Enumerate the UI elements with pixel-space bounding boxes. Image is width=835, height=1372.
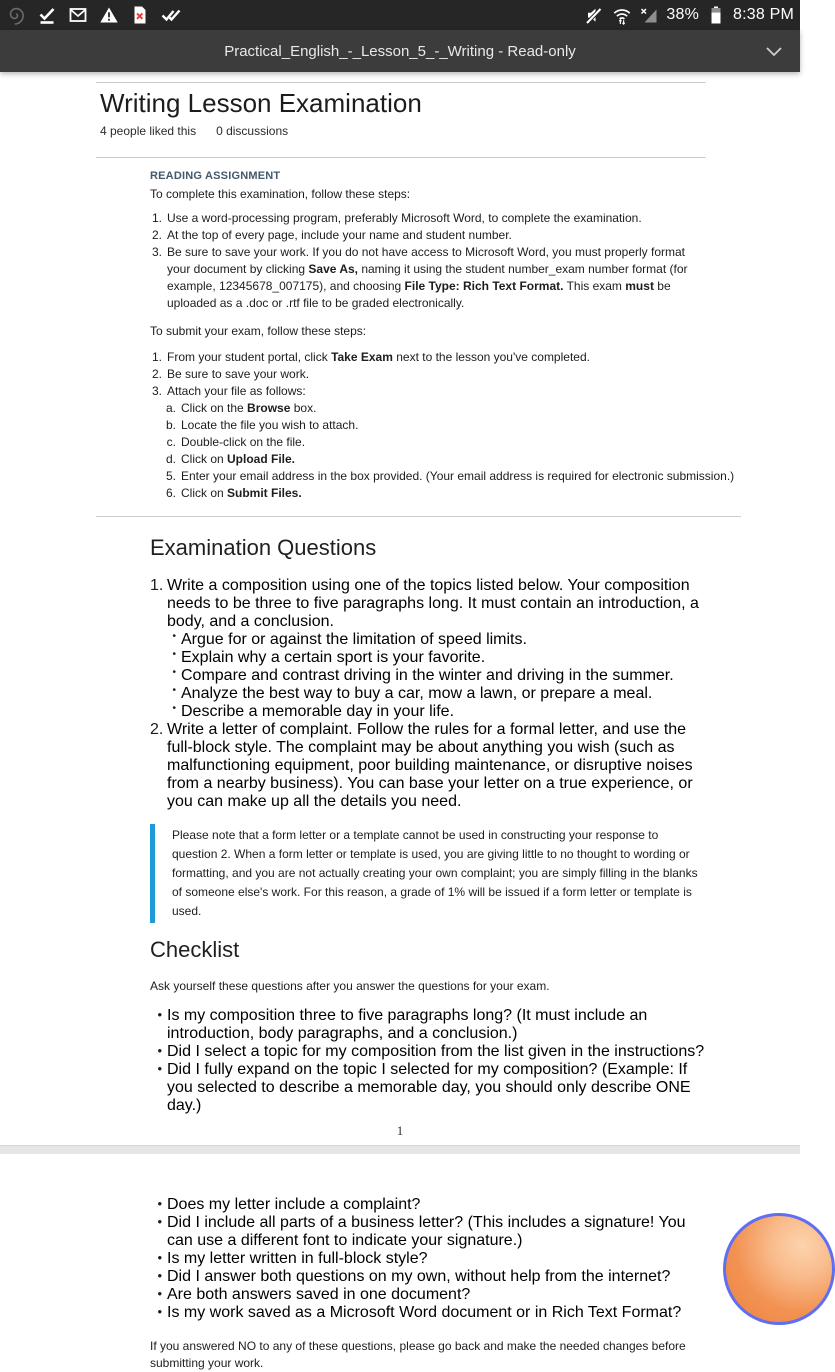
- list-item: [150, 400, 706, 417]
- list-item-text: Argue for or against the limitation of speed limits.: [181, 631, 527, 648]
- list-marker: 1.: [150, 577, 164, 594]
- page-title: Writing Lesson Examination: [100, 88, 422, 118]
- list-item: [150, 685, 706, 703]
- list-item: [150, 244, 706, 312]
- list-marker: •: [172, 685, 176, 696]
- list-item-text: Attach your file as follows:: [167, 384, 306, 398]
- list-item-text: Enter your email address in the box provided. (Your email address is required for electronic submission.): [181, 469, 735, 483]
- list-item: [150, 1061, 706, 1115]
- list-item-text: Click on Upload File.: [181, 452, 296, 466]
- cell-signal-x-icon: [639, 5, 659, 25]
- list-item-text: Click on the Browse box.: [181, 401, 317, 415]
- divider: [96, 516, 741, 517]
- list-marker: d.: [165, 452, 176, 466]
- checklist-intro: Ask yourself these questions after you answer the questions for your exam.: [150, 979, 550, 993]
- list-item: [150, 1286, 706, 1304]
- list-item-text: From your student portal, click Take Exam next to the lesson you've completed.: [167, 350, 590, 364]
- page-number: 1: [396, 1123, 404, 1138]
- list-item: [150, 383, 706, 400]
- closing-instruction: If you answered NO to any of these questions, please go back and make the needed changes before submitting your work.: [150, 1339, 686, 1370]
- list-item: [150, 1214, 706, 1250]
- list-marker: •: [157, 1043, 162, 1058]
- list-item-text: Use a word-processing program, preferably Microsoft Word, to complete the examination.: [167, 211, 642, 225]
- list-item-text: Be sure to save your work.: [167, 367, 310, 381]
- list-item: [150, 1250, 706, 1268]
- notification-icons: [6, 5, 181, 25]
- completion-steps: [150, 210, 706, 312]
- list-marker: •: [172, 649, 176, 660]
- discussions-count: 0 discussions: [216, 124, 289, 138]
- list-marker: 2.: [151, 367, 162, 381]
- list-marker: •: [157, 1214, 162, 1229]
- list-marker: c.: [166, 435, 176, 449]
- list-item-text: Is my work saved as a Microsoft Word document or in Rich Text Format?: [167, 1304, 682, 1321]
- list-marker: 1.: [151, 350, 162, 364]
- app-title-bar: [0, 30, 800, 72]
- list-item: [150, 468, 735, 485]
- list-item-text: Is my letter written in full-block style?: [167, 1250, 428, 1267]
- list-item: [150, 1268, 706, 1286]
- section-label: READING ASSIGNMENT: [150, 170, 281, 182]
- list-item-text: Compare and contrast driving in the winter and driving in the summer.: [181, 667, 674, 684]
- list-item: [150, 631, 706, 649]
- list-item-text: Write a composition using one of the topics listed below. Your composition needs to be three to five paragraphs long. It must contain an introduction, a body, and a conclusion.: [167, 577, 699, 630]
- list-item: [150, 417, 706, 434]
- list-item: [150, 703, 706, 721]
- spiral-icon: [6, 5, 26, 25]
- list-item: [150, 227, 706, 244]
- likes-count: 4 people liked this: [100, 124, 197, 138]
- list-marker: 3.: [151, 384, 162, 398]
- list-marker: •: [157, 1304, 162, 1319]
- status-bar: [0, 0, 800, 30]
- checklist-items: [150, 1007, 706, 1115]
- mute-icon: [585, 5, 605, 25]
- list-marker: •: [172, 703, 176, 714]
- submit-intro: To submit your exam, follow these steps:: [150, 324, 367, 338]
- list-item-text: Click on Submit Files.: [181, 486, 302, 500]
- list-item-text: Explain why a certain sport is your favorite.: [181, 649, 486, 666]
- list-marker: b.: [165, 418, 176, 432]
- list-item-text: Is my composition three to five paragraphs long? (It must include an introduction, body paragraphs, and a conclusion.): [167, 1007, 648, 1042]
- wifi-icon: [612, 5, 632, 25]
- list-marker: 3.: [151, 245, 162, 259]
- list-marker: 6.: [165, 486, 176, 500]
- divider: [96, 82, 706, 83]
- list-marker: •: [157, 1286, 162, 1301]
- list-item: [150, 434, 706, 451]
- list-marker: •: [172, 667, 176, 678]
- list-marker: •: [157, 1196, 162, 1211]
- divider: [96, 157, 706, 158]
- list-item-text: Analyze the best way to buy a car, mow a lawn, or prepare a meal.: [181, 685, 653, 702]
- document-view: [0, 82, 800, 1370]
- list-item-text: Describe a memorable day in your life.: [181, 703, 455, 720]
- list-marker: 5.: [165, 469, 176, 483]
- list-item-text: Did I select a topic for my composition from the list given in the instructions?: [167, 1043, 705, 1060]
- list-item: [150, 451, 706, 468]
- list-item-text: Does my letter include a complaint?: [167, 1196, 421, 1213]
- list-item: [150, 667, 706, 685]
- list-item: [150, 1304, 706, 1322]
- list-item: [150, 349, 706, 366]
- list-item-text: Did I include all parts of a business letter? (This includes a signature! You can use a different font to indicate your signature.): [167, 1214, 686, 1249]
- exam-questions: [150, 577, 706, 811]
- list-marker: •: [157, 1007, 162, 1022]
- gmail-icon: [68, 5, 88, 25]
- list-marker: •: [172, 631, 176, 642]
- list-item-text: Double-click on the file.: [181, 435, 306, 449]
- chevron-down-icon[interactable]: [762, 40, 786, 64]
- double-check-icon: [161, 5, 181, 25]
- list-item-text: Did I fully expand on the topic I selected for my composition? (Example: If you selected to describe a memorable day, you should only describe ONE day.): [167, 1061, 691, 1114]
- instructions-intro: To complete this examination, follow these steps:: [150, 187, 411, 201]
- list-item: [150, 366, 706, 383]
- list-item-text: Write a letter of complaint. Follow the rules for a formal letter, and use the full-block style. The complaint may be about anything you wish (such as malfunctioning equipment, poor building maintenance, or disruptive noises from a nearby business). You can base your letter on a true experience, or you can make up all the details you need.: [167, 721, 693, 810]
- reading-assignment-section: [150, 170, 735, 502]
- list-marker: 1.: [151, 211, 162, 225]
- list-item: [150, 1196, 706, 1214]
- file-error-icon: [130, 5, 150, 25]
- list-marker: a.: [165, 401, 176, 415]
- list-marker: •: [157, 1250, 162, 1265]
- list-item: [150, 1043, 706, 1061]
- battery-icon: [706, 5, 726, 25]
- list-marker: •: [157, 1061, 162, 1076]
- list-marker: •: [157, 1268, 162, 1283]
- clock: 8:38 PM: [733, 6, 794, 23]
- system-status-icons: [585, 5, 794, 25]
- submit-steps: [150, 349, 735, 502]
- battery-percent: 38%: [666, 6, 699, 23]
- checklist-heading: Checklist: [150, 937, 240, 962]
- list-item: [150, 649, 706, 667]
- list-item: [150, 577, 706, 631]
- warning-icon: [99, 5, 119, 25]
- list-item: [150, 1007, 706, 1043]
- list-item-text: Be sure to save your work. If you do not have access to Microsoft Word, you must properly format your document by clicking Save As, naming it using the student number_exam number format (for example, 12345678_007175), and choosing File Type: Rich Text Format. This exam must be uploaded as a .doc or .rtf file to be graded electronically.: [167, 245, 688, 310]
- list-item: [150, 721, 706, 811]
- list-item-text: Are both answers saved in one document?: [167, 1286, 471, 1303]
- list-item: [150, 210, 706, 227]
- page-break: [0, 1145, 800, 1154]
- document-meta: [100, 124, 800, 139]
- collaborator-bubble[interactable]: [723, 1213, 835, 1325]
- document-filename: Practical_English_-_Lesson_5_-_Writing - Read-only: [224, 42, 576, 60]
- list-item: [150, 485, 706, 502]
- exam-questions-heading: Examination Questions: [150, 535, 377, 560]
- list-item-text: At the top of every page, include your name and student number.: [167, 228, 512, 242]
- check-underline-icon: [37, 5, 57, 25]
- list-marker: 2.: [150, 721, 164, 738]
- list-item-text: Did I answer both questions on my own, without help from the internet?: [167, 1268, 671, 1285]
- list-marker: 2.: [151, 228, 162, 242]
- note-callout: Please note that a form letter or a template cannot be used in constructing your response to question 2. When a form letter or template is used, you are giving little to no thought to wording or formatting, and you are not actually creating your own complaint; you are simply filling in the blanks of someone else's work. For this reason, a grade of 1% will be issued if a form letter or template is used.: [150, 824, 706, 923]
- checklist-items-page2: [150, 1196, 706, 1322]
- list-item-text: Locate the file you wish to attach.: [181, 418, 359, 432]
